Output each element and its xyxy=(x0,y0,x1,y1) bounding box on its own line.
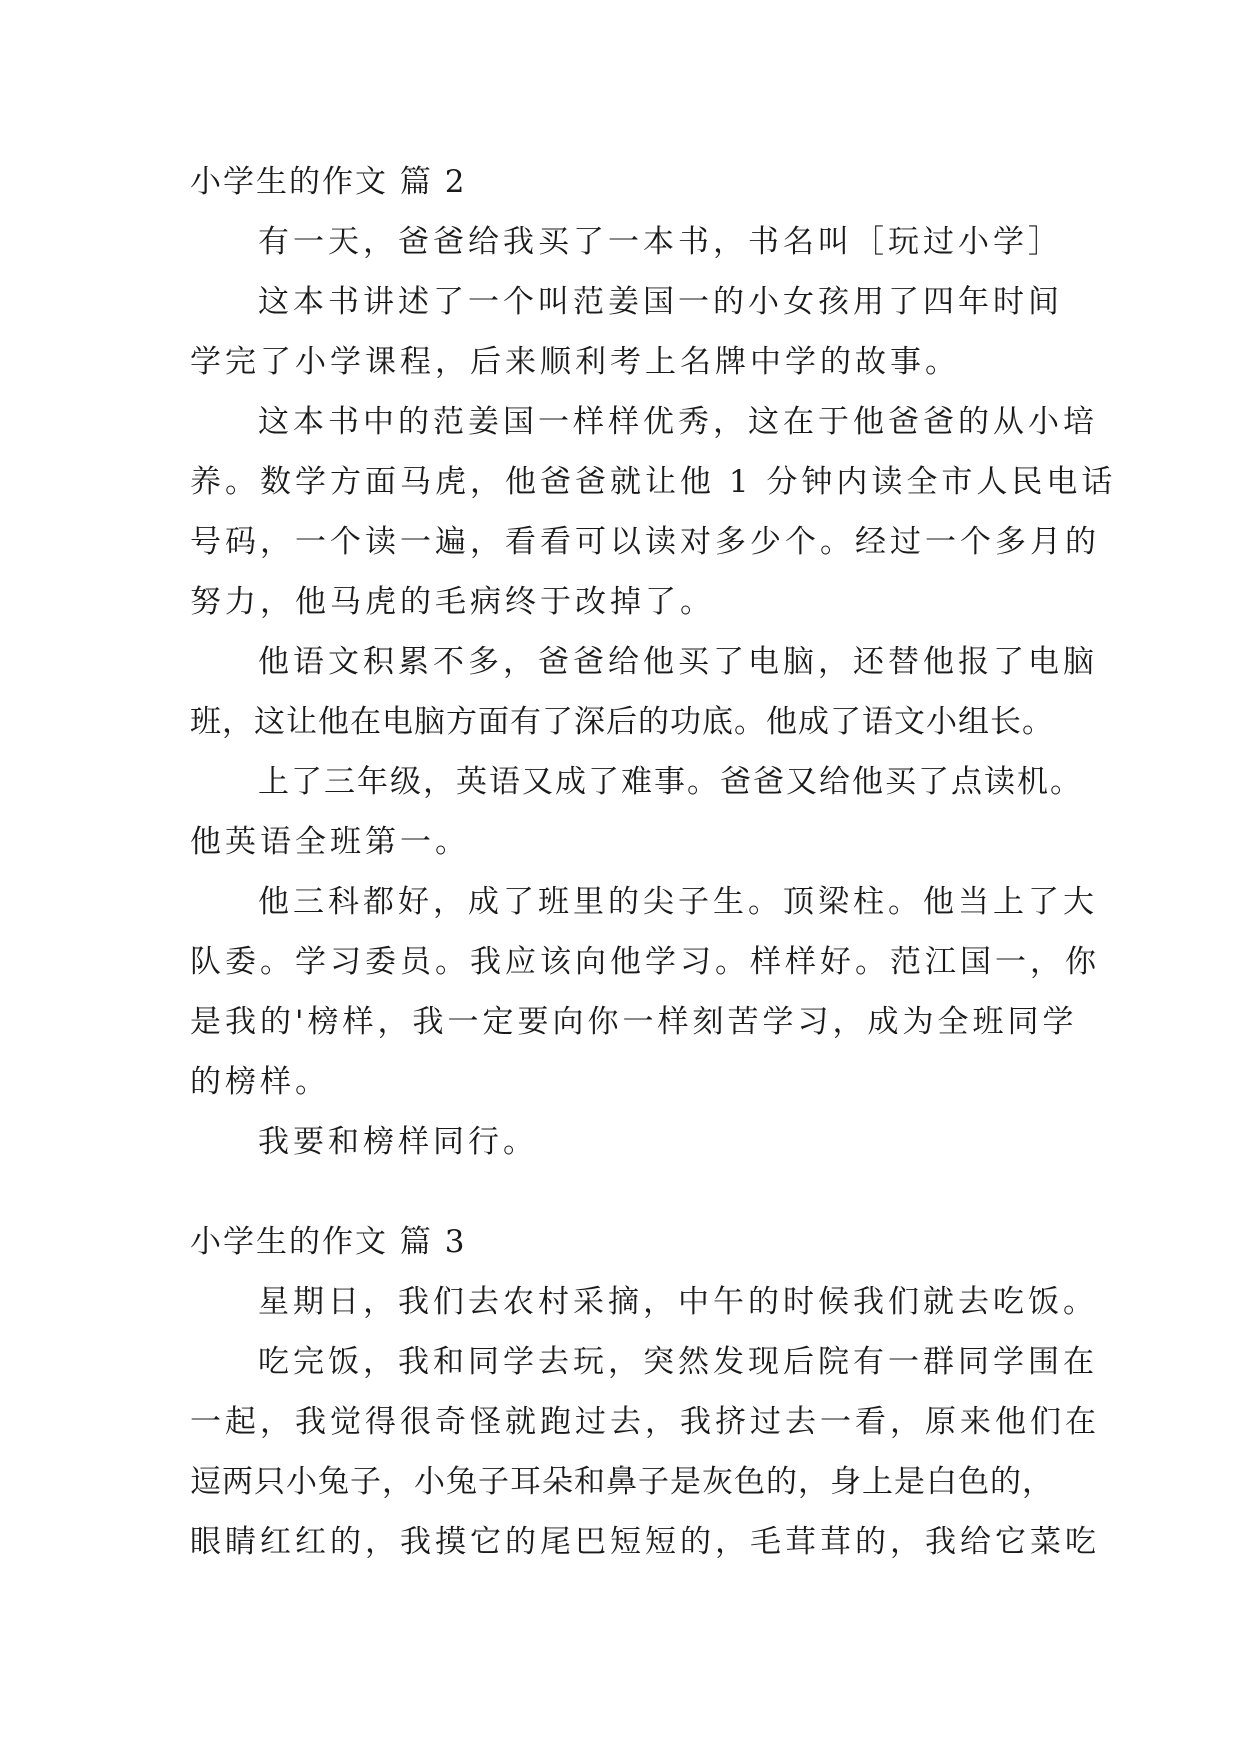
paragraph-line: 的榜样。 xyxy=(190,1064,330,1100)
paragraph-line: 号码，一个读一遍，看看可以读对多少个。经过一个多月的 xyxy=(190,524,1100,560)
paragraph-line: 有一天，爸爸给我买了一本书，书名叫［玩过小学］ xyxy=(258,224,1063,260)
paragraph-line: 学完了小学课程，后来顺利考上名牌中学的故事。 xyxy=(190,344,960,380)
paragraph-line: 吃完饭，我和同学去玩，突然发现后院有一群同学围在 xyxy=(258,1344,1098,1380)
essay-section-3 xyxy=(190,1212,1100,1572)
paragraph-line: 我要和榜样同行。 xyxy=(258,1124,538,1160)
essay-section-2 xyxy=(190,152,1117,1172)
essay-title: 小学生的作文 篇 3 xyxy=(190,1224,467,1260)
paragraph-line: 他语文积累不多，爸爸给他买了电脑，还替他报了电脑 xyxy=(258,644,1098,680)
paragraph-line: 是我的'榜样，我一定要向你一样刻苦学习，成为全班同学 xyxy=(190,1004,1078,1040)
paragraph-line: 眼睛红红的，我摸它的尾巴短短的，毛茸茸的，我给它菜吃 xyxy=(190,1524,1100,1560)
paragraph-line: 他英语全班第一。 xyxy=(190,824,470,860)
paragraph-line: 这本书中的范姜国一样样优秀，这在于他爸爸的从小培 xyxy=(258,404,1098,440)
paragraph-line: 班，这让他在电脑方面有了深后的功底。他成了语文小组长。 xyxy=(190,704,1054,740)
paragraph-line: 逗两只小兔子，小兔子耳朵和鼻子是灰色的，身上是白色的， xyxy=(190,1464,1054,1500)
essay-title: 小学生的作文 篇 2 xyxy=(190,164,467,200)
paragraph-line: 养。数学方面马虎，他爸爸就让他 1 分钟内读全市人民电话 xyxy=(190,464,1117,500)
paragraph-line: 上了三年级，英语又成了难事。爸爸又给他买了点读机。 xyxy=(258,764,1083,800)
paragraph-line: 星期日，我们去农村采摘，中午的时候我们就去吃饭。 xyxy=(258,1284,1098,1320)
paragraph-line: 队委。学习委员。我应该向他学习。样样好。范江国一，你 xyxy=(190,944,1100,980)
paragraph-line: 他三科都好，成了班里的尖子生。顶梁柱。他当上了大 xyxy=(258,884,1098,920)
paragraph-line: 努力，他马虎的毛病终于改掉了。 xyxy=(190,584,715,620)
paragraph-line: 一起，我觉得很奇怪就跑过去，我挤过去一看，原来他们在 xyxy=(190,1404,1100,1440)
paragraph-line: 这本书讲述了一个叫范姜国一的小女孩用了四年时间 xyxy=(258,284,1063,320)
